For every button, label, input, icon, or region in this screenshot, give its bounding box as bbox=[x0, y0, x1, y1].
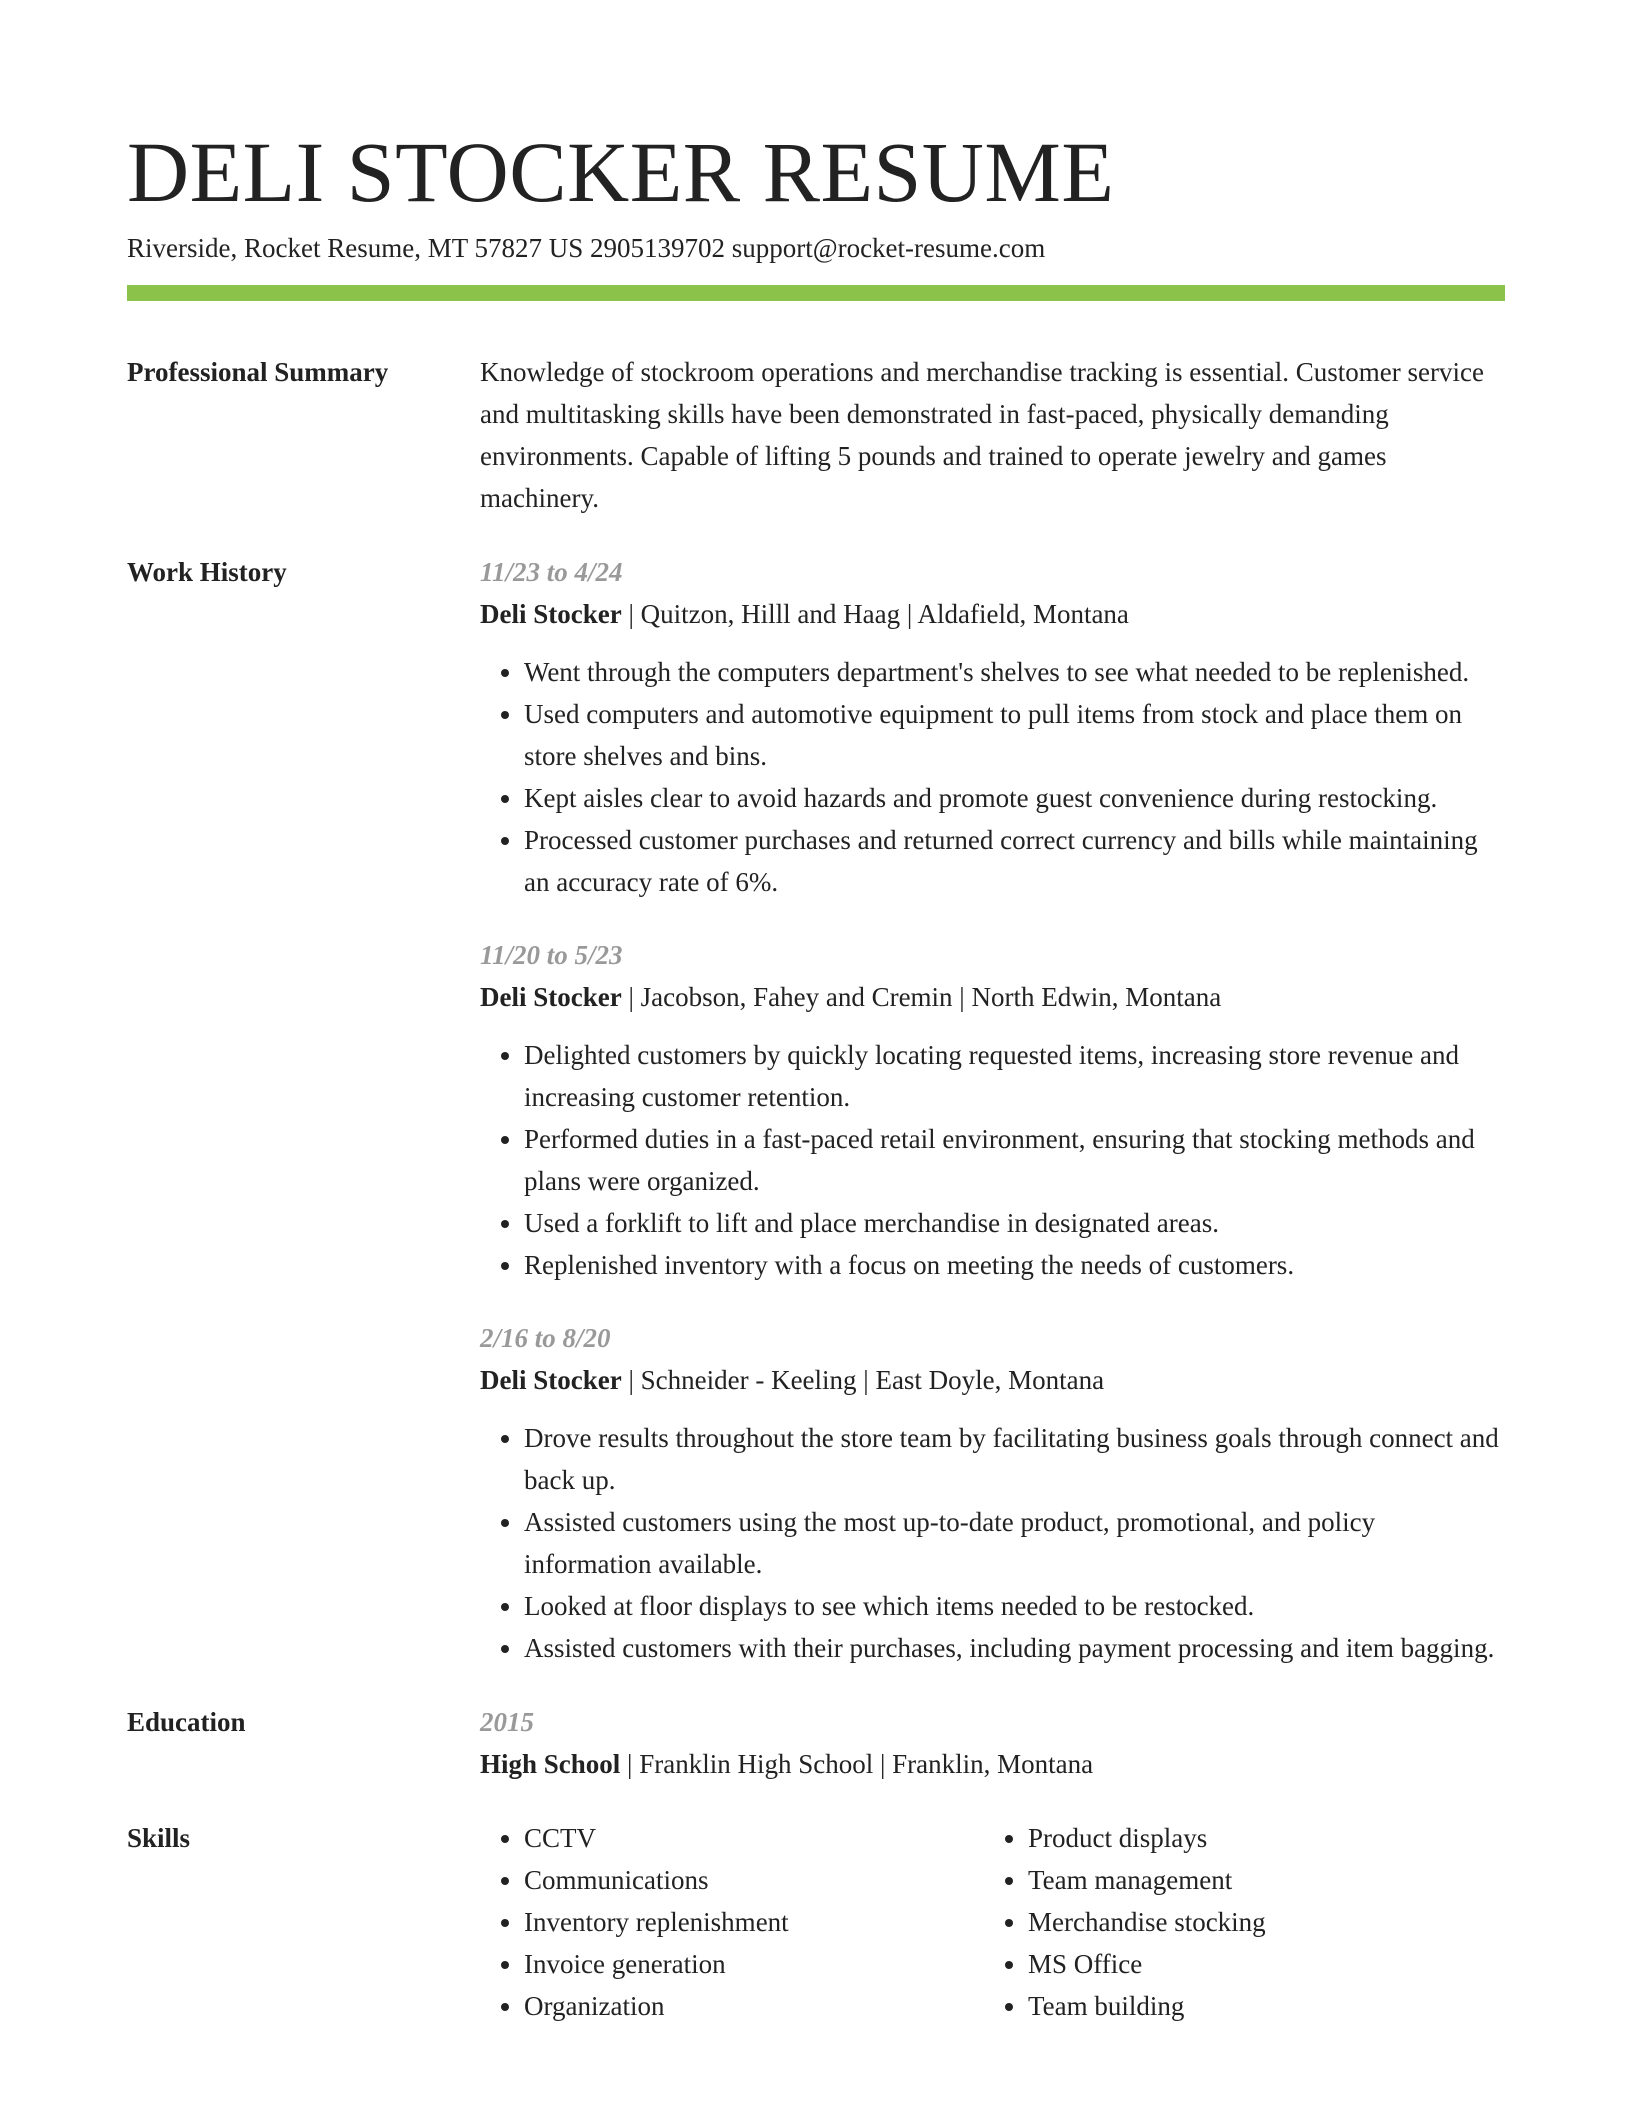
job-title-line bbox=[480, 1359, 1505, 1401]
education-degree: High School bbox=[480, 1749, 621, 1779]
job-dates: 2/16 to 8/20 bbox=[480, 1323, 611, 1353]
skill-item: • Invoice generation bbox=[524, 1943, 984, 1985]
education-year: 2015 bbox=[480, 1707, 534, 1737]
job-dates: 11/20 to 5/23 bbox=[480, 940, 623, 970]
list-item: • Used computers and automotive equipment to pull items from stock and place them on store shelves and bins. bbox=[524, 693, 1505, 777]
job-employer-location: | Quitzon, Hilll and Haag | Aldafield, Montana bbox=[621, 599, 1129, 629]
resume-title: DELI STOCKER RESUME bbox=[127, 124, 1115, 220]
section-heading-education: Education bbox=[127, 1707, 246, 1737]
skills-body bbox=[480, 1817, 1505, 2027]
section-heading-work-history: Work History bbox=[127, 557, 287, 587]
work-history-body bbox=[480, 551, 1505, 1669]
job-entry bbox=[480, 934, 1505, 1286]
skill-item: • Communications bbox=[524, 1859, 984, 1901]
education-title-line bbox=[480, 1743, 1505, 1785]
job-bullets bbox=[480, 651, 1505, 903]
skills-section bbox=[127, 1817, 1505, 2027]
skills-column-right bbox=[984, 1817, 1488, 2027]
skills-column-left bbox=[480, 1817, 984, 2027]
resume-page bbox=[127, 0, 1505, 2027]
section-heading-skills: Skills bbox=[127, 1823, 191, 1853]
skill-item: • Inventory replenishment bbox=[524, 1901, 984, 1943]
summary-text: Knowledge of stockroom operations and merchandise tracking is essential. Customer service and multitasking skills have been demonstrated in fast-paced, physically demanding environments. Capable of lifting 5 pounds and trained to operate jewelry and games machinery. bbox=[480, 357, 1484, 513]
job-entry bbox=[480, 551, 1505, 903]
education-section bbox=[127, 1701, 1505, 1785]
list-item: • Went through the computers department's shelves to see what needed to be replenished. bbox=[524, 651, 1505, 693]
skill-item: • Product displays bbox=[1028, 1817, 1488, 1859]
job-employer-location: | Schneider - Keeling | East Doyle, Montana bbox=[621, 1365, 1105, 1395]
job-dates: 11/23 to 4/24 bbox=[480, 557, 623, 587]
section-heading-summary: Professional Summary bbox=[127, 357, 389, 387]
job-bullets bbox=[480, 1034, 1505, 1286]
list-item: • Performed duties in a fast-paced retail environment, ensuring that stocking methods and plans were organized. bbox=[524, 1118, 1505, 1202]
skill-item: • CCTV bbox=[524, 1817, 984, 1859]
contact-line: Riverside, Rocket Resume, MT 57827 US 2905139702 support@rocket-resume.com bbox=[127, 233, 1046, 263]
job-entry bbox=[480, 1317, 1505, 1669]
skill-item: • Merchandise stocking bbox=[1028, 1901, 1488, 1943]
list-item: • Kept aisles clear to avoid hazards and promote guest convenience during restocking. bbox=[524, 777, 1505, 819]
list-item: • Replenished inventory with a focus on meeting the needs of customers. bbox=[524, 1244, 1505, 1286]
list-item: • Delighted customers by quickly locating requested items, increasing store revenue and increasing customer retention. bbox=[524, 1034, 1505, 1118]
education-body bbox=[480, 1701, 1505, 1785]
skill-item: • Organization bbox=[524, 1985, 984, 2027]
job-employer-location: | Jacobson, Fahey and Cremin | North Edwin, Montana bbox=[621, 982, 1222, 1012]
list-item: • Drove results throughout the store team by facilitating business goals through connect and back up. bbox=[524, 1417, 1505, 1501]
skill-item: • MS Office bbox=[1028, 1943, 1488, 1985]
list-item: • Assisted customers with their purchases, including payment processing and item bagging. bbox=[524, 1627, 1505, 1669]
job-role: Deli Stocker bbox=[480, 982, 622, 1012]
job-bullets bbox=[480, 1417, 1505, 1669]
skills-grid bbox=[480, 1817, 1505, 2027]
job-title-line bbox=[480, 593, 1505, 635]
list-item: • Processed customer purchases and returned correct currency and bills while maintaining an accuracy rate of 6%. bbox=[524, 819, 1505, 903]
job-title-line bbox=[480, 976, 1505, 1018]
accent-divider bbox=[127, 285, 1505, 301]
summary-section bbox=[127, 351, 1505, 519]
job-role: Deli Stocker bbox=[480, 599, 622, 629]
list-item: • Assisted customers using the most up-to-date product, promotional, and policy information available. bbox=[524, 1501, 1505, 1585]
skill-item: • Team building bbox=[1028, 1985, 1488, 2027]
list-item: • Used a forklift to lift and place merchandise in designated areas. bbox=[524, 1202, 1505, 1244]
job-role: Deli Stocker bbox=[480, 1365, 622, 1395]
list-item: • Looked at floor displays to see which items needed to be restocked. bbox=[524, 1585, 1505, 1627]
skill-item: • Team management bbox=[1028, 1859, 1488, 1901]
education-school-location: | Franklin High School | Franklin, Montana bbox=[620, 1749, 1094, 1779]
work-history-section bbox=[127, 551, 1505, 1669]
